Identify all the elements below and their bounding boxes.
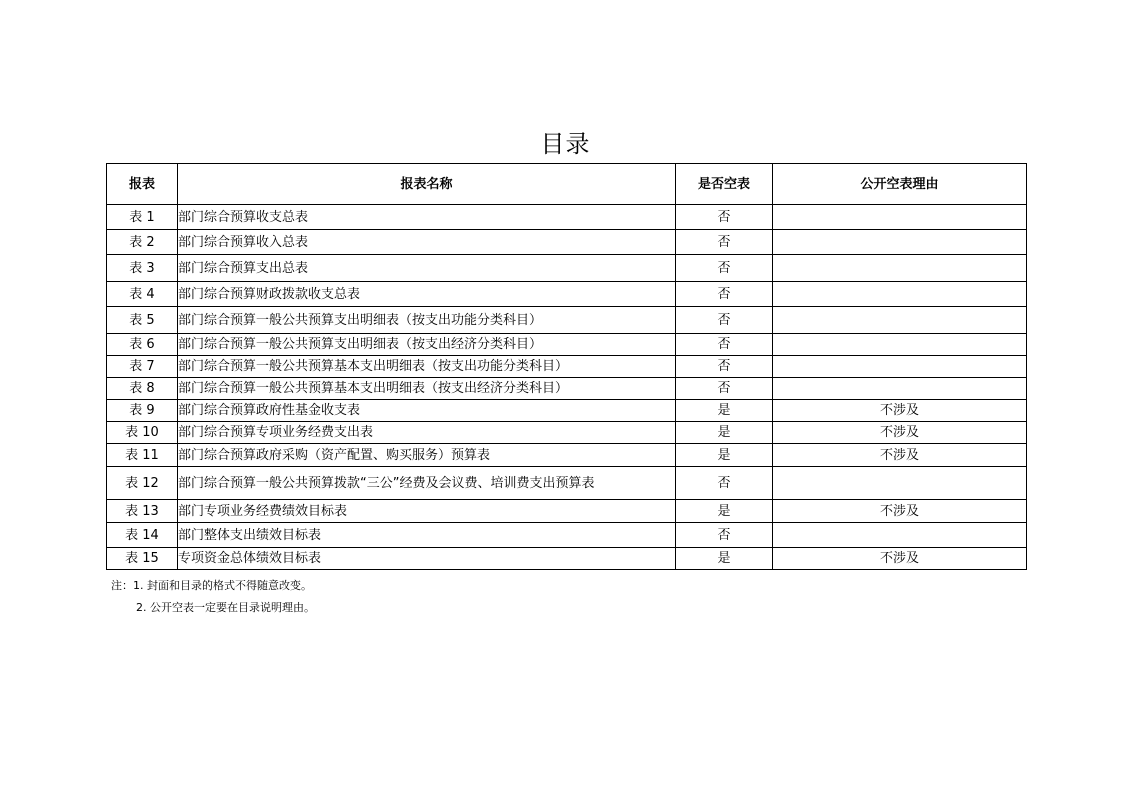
is-blank: 是: [676, 500, 773, 523]
footnote-2: 2. 公开空表一定要在目录说明理由。: [136, 601, 315, 614]
report-number: 表 15: [107, 548, 178, 570]
blank-reason: [773, 467, 1027, 500]
blank-reason: 不涉及: [773, 500, 1027, 523]
table-row: [107, 378, 1027, 400]
catalog-table: [106, 163, 1027, 570]
blank-reason: 不涉及: [773, 400, 1027, 422]
blank-reason: [773, 205, 1027, 230]
table-row: [107, 467, 1027, 500]
table-row: [107, 500, 1027, 523]
blank-reason: 不涉及: [773, 422, 1027, 444]
table-row: [107, 548, 1027, 570]
report-number: 表 12: [107, 467, 178, 500]
is-blank: 否: [676, 334, 773, 356]
header-report: 报表: [107, 164, 178, 205]
is-blank: 否: [676, 523, 773, 548]
table-row: [107, 282, 1027, 307]
blank-reason: [773, 523, 1027, 548]
report-number: 表 5: [107, 307, 178, 334]
table-row: [107, 422, 1027, 444]
is-blank: 是: [676, 400, 773, 422]
is-blank: 否: [676, 467, 773, 500]
is-blank: 否: [676, 378, 773, 400]
report-name: 部门综合预算收支总表: [178, 205, 676, 230]
report-number: 表 13: [107, 500, 178, 523]
report-number: 表 14: [107, 523, 178, 548]
report-number: 表 6: [107, 334, 178, 356]
blank-reason: [773, 230, 1027, 255]
is-blank: 是: [676, 444, 773, 467]
report-number: 表 7: [107, 356, 178, 378]
table-row: [107, 255, 1027, 282]
blank-reason: [773, 307, 1027, 334]
blank-reason: [773, 356, 1027, 378]
is-blank: 是: [676, 422, 773, 444]
report-name: 部门综合预算政府采购（资产配置、购买服务）预算表: [178, 444, 676, 467]
table-row: [107, 400, 1027, 422]
blank-reason: [773, 378, 1027, 400]
report-name: 部门综合预算财政拨款收支总表: [178, 282, 676, 307]
report-name: 部门综合预算一般公共预算基本支出明细表（按支出功能分类科目）: [178, 356, 676, 378]
table-row: [107, 205, 1027, 230]
report-name: 部门综合预算收入总表: [178, 230, 676, 255]
report-name: 部门综合预算一般公共预算支出明细表（按支出功能分类科目）: [178, 307, 676, 334]
table-header-row: [107, 164, 1027, 205]
blank-reason: 不涉及: [773, 444, 1027, 467]
report-number: 表 10: [107, 422, 178, 444]
table-row: [107, 356, 1027, 378]
footnote-1: 注：1. 封面和目录的格式不得随意改变。: [111, 579, 312, 592]
report-name: 部门综合预算支出总表: [178, 255, 676, 282]
report-number: 表 9: [107, 400, 178, 422]
is-blank: 是: [676, 548, 773, 570]
blank-reason: [773, 334, 1027, 356]
table-row: [107, 307, 1027, 334]
table-row: [107, 230, 1027, 255]
report-number: 表 8: [107, 378, 178, 400]
report-name: 部门综合预算一般公共预算拨款“三公”经费及会议费、培训费支出预算表: [178, 467, 676, 500]
report-number: 表 1: [107, 205, 178, 230]
is-blank: 否: [676, 356, 773, 378]
report-name: 部门综合预算政府性基金收支表: [178, 400, 676, 422]
report-name: 部门综合预算一般公共预算基本支出明细表（按支出经济分类科目）: [178, 378, 676, 400]
report-number: 表 2: [107, 230, 178, 255]
report-name: 专项资金总体绩效目标表: [178, 548, 676, 570]
blank-reason: [773, 255, 1027, 282]
blank-reason: 不涉及: [773, 548, 1027, 570]
header-report-name: 报表名称: [178, 164, 676, 205]
report-name: 部门整体支出绩效目标表: [178, 523, 676, 548]
is-blank: 否: [676, 205, 773, 230]
table-row: [107, 334, 1027, 356]
header-blank-reason: 公开空表理由: [773, 164, 1027, 205]
report-name: 部门综合预算一般公共预算支出明细表（按支出经济分类科目）: [178, 334, 676, 356]
table-row: [107, 444, 1027, 467]
is-blank: 否: [676, 282, 773, 307]
is-blank: 否: [676, 255, 773, 282]
report-name: 部门专项业务经费绩效目标表: [178, 500, 676, 523]
page-title: 目录: [540, 130, 591, 158]
report-number: 表 11: [107, 444, 178, 467]
table-row: [107, 523, 1027, 548]
report-number: 表 3: [107, 255, 178, 282]
is-blank: 否: [676, 307, 773, 334]
header-is-blank: 是否空表: [676, 164, 773, 205]
report-name: 部门综合预算专项业务经费支出表: [178, 422, 676, 444]
report-number: 表 4: [107, 282, 178, 307]
blank-reason: [773, 282, 1027, 307]
footnotes: [111, 575, 315, 619]
is-blank: 否: [676, 230, 773, 255]
